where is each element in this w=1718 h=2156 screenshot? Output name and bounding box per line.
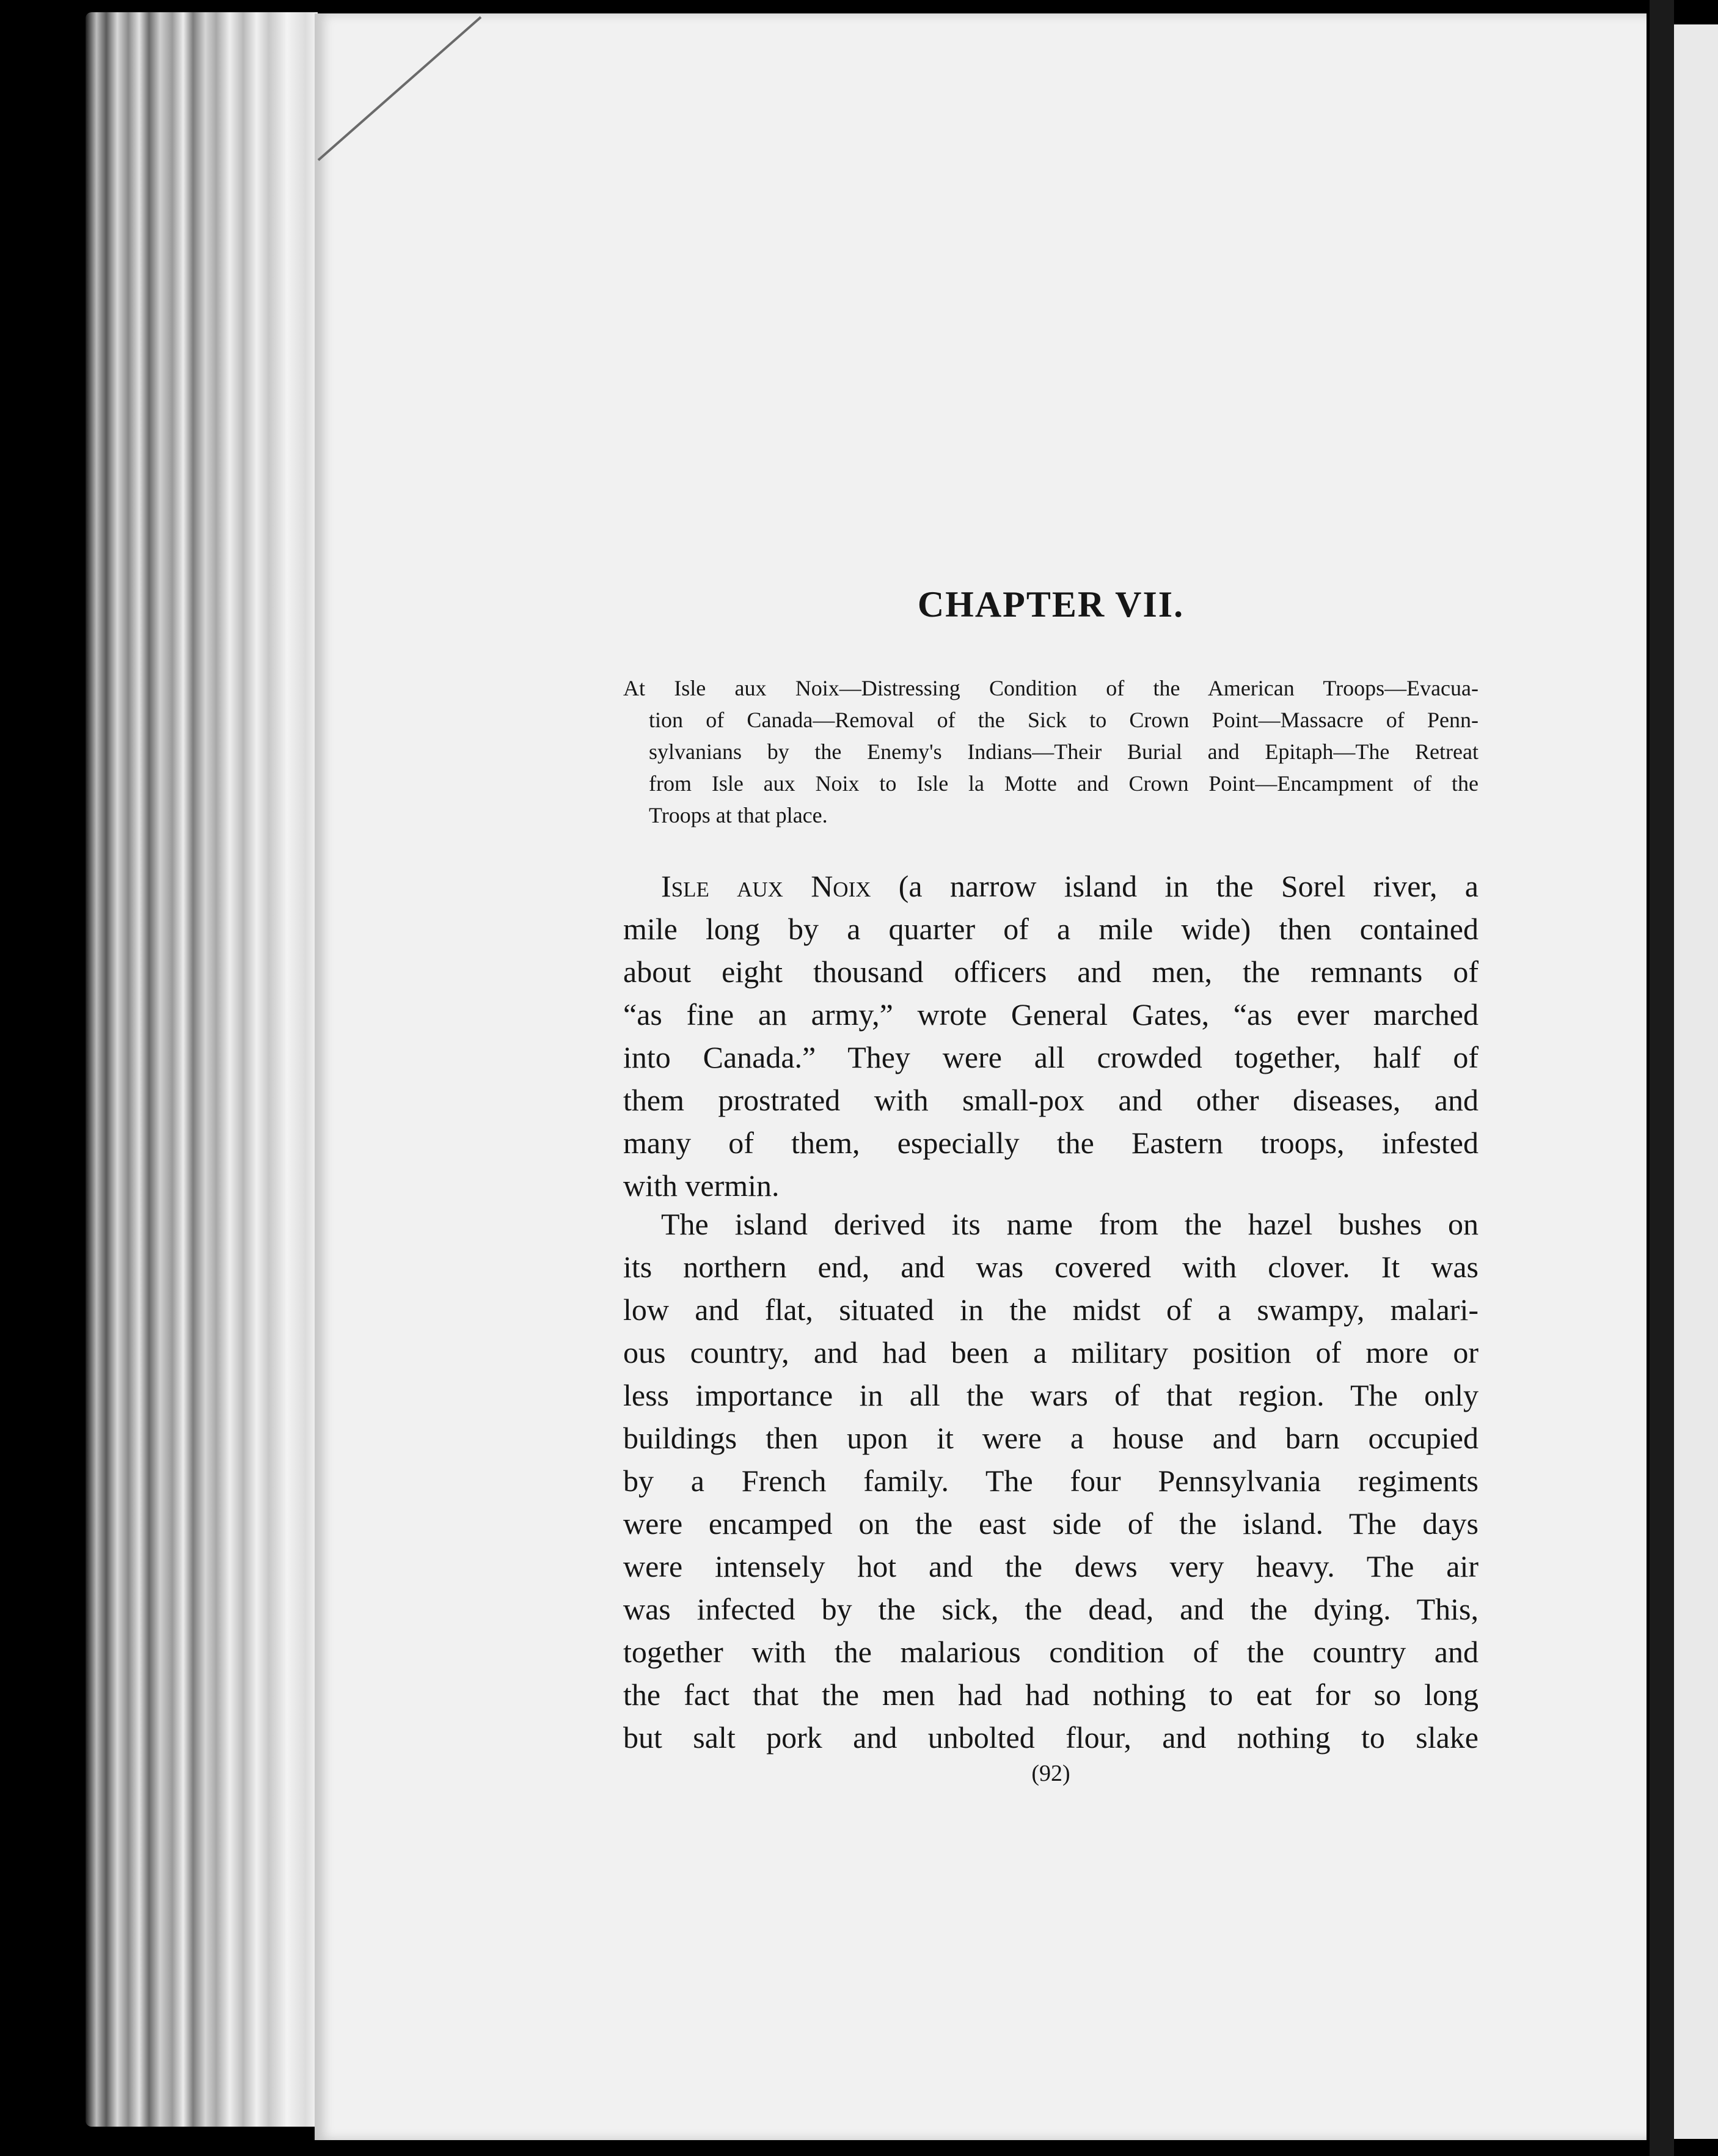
page-edge-stack — [86, 12, 318, 2127]
chapter-summary — [623, 672, 1479, 831]
paragraph-line: were intensely hot and the dews very heavy. The air — [623, 1549, 1479, 1583]
paragraph-line: less importance in all the wars of that region. The only — [623, 1378, 1479, 1412]
paragraph-line: buildings then upon it were a house and barn occupied — [623, 1421, 1479, 1455]
facing-page-edge — [1674, 24, 1718, 2139]
paragraph-first-line — [623, 865, 1479, 908]
paragraph-line: The island derived its name from the hazel bushes on — [661, 1207, 1479, 1241]
paragraph-line: its northern end, and was covered with clover. It was — [623, 1250, 1479, 1284]
paragraph-line: was infected by the sick, the dead, and the dying. This, — [623, 1592, 1479, 1626]
paragraph-line: low and flat, situated in the midst of a swampy, malari- — [623, 1292, 1479, 1327]
paragraph-line: “as fine an army,” wrote General Gates, “as ever marched — [623, 997, 1479, 1032]
lead-words: Isle aux Noix — [661, 869, 871, 903]
paragraph-line: with vermin. — [623, 1168, 780, 1203]
summary-line: tion of Canada—Removal of the Sick to Crown Point—Massacre of Penn- — [649, 708, 1479, 732]
first-line-rest: (a narrow island in the Sorel river, a — [898, 869, 1479, 903]
chapter-title: CHAPTER VII. — [917, 584, 1185, 625]
folded-corner-mark — [315, 13, 486, 166]
summary-line: sylvanians by the Enemy's Indians—Their Burial and Epitaph—The Retreat — [649, 739, 1479, 764]
paragraph-line: together with the malarious condition of the country and — [623, 1635, 1479, 1669]
paragraph-2 — [623, 1203, 1479, 1759]
paragraph-line: many of them, especially the Eastern troops, infested — [623, 1126, 1479, 1160]
paragraph-line: into Canada.” They were all crowded together, half of — [623, 1040, 1479, 1074]
page-number: (92) — [1031, 1761, 1070, 1786]
paragraph-line: mile long by a quarter of a mile wide) then contained — [623, 912, 1479, 946]
paragraph-1 — [623, 865, 1479, 1207]
summary-line: Troops at that place. — [649, 803, 828, 827]
paragraph-line: the fact that the men had had nothing to eat for so long — [623, 1678, 1479, 1712]
paragraph-line: about eight thousand officers and men, the remnants of — [623, 955, 1479, 989]
paragraph-line: by a French family. The four Pennsylvania regiments — [623, 1464, 1479, 1498]
paragraph-line: were encamped on the east side of the island. The days — [623, 1506, 1479, 1541]
paragraph-line: ous country, and had been a military position of more or — [623, 1335, 1479, 1370]
summary-line: At Isle aux Noix—Distressing Condition of the American Troops—Evacua- — [623, 676, 1479, 700]
paragraph-line: them prostrated with small-pox and other diseases, and — [623, 1083, 1479, 1117]
gutter-shadow — [1650, 0, 1674, 2156]
summary-line: from Isle aux Noix to Isle la Motte and Crown Point—Encampment of the — [649, 771, 1479, 796]
paragraph-line: but salt pork and unbolted flour, and nothing to slake — [623, 1720, 1479, 1755]
